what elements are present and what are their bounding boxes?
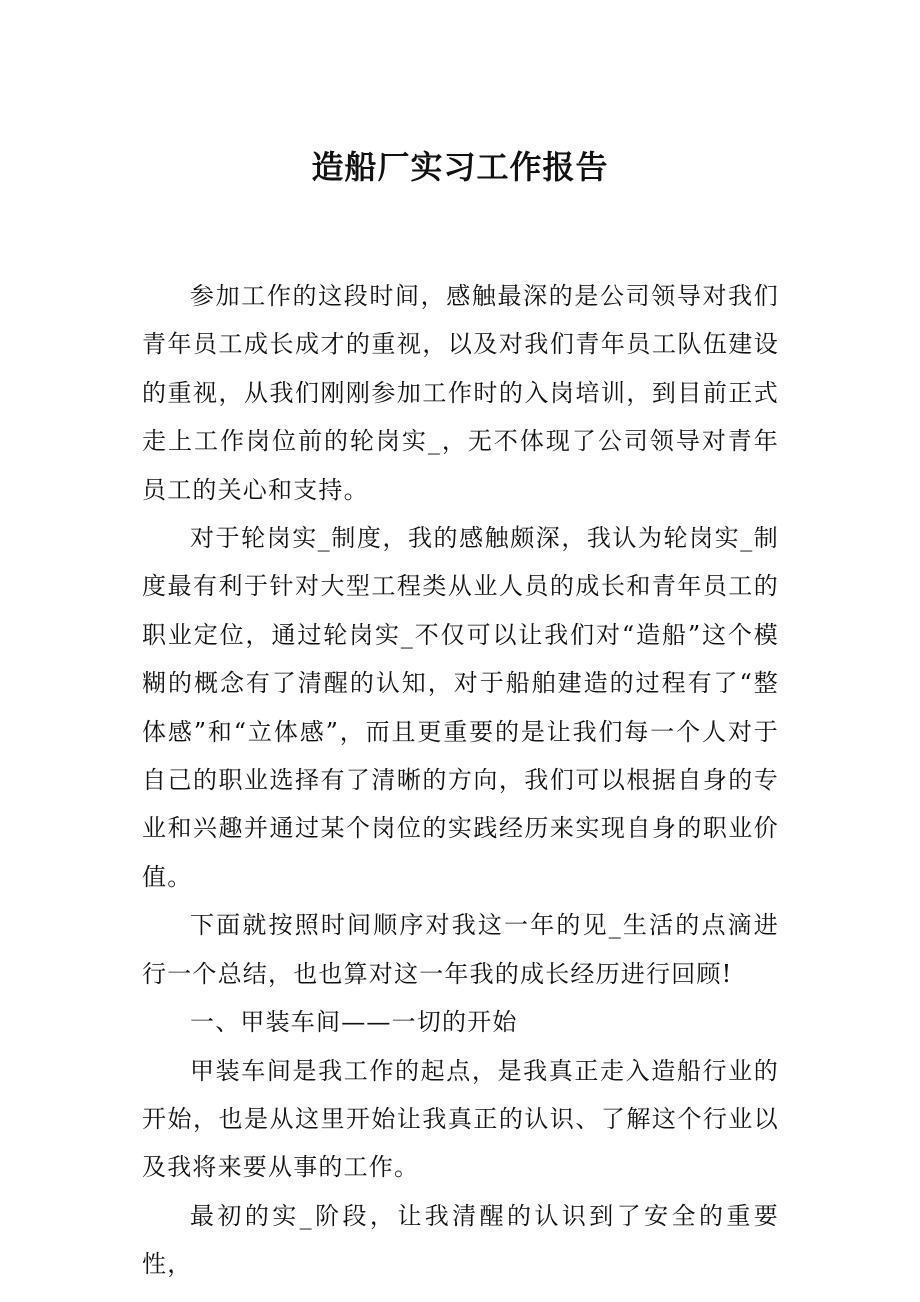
paragraph-deck-workshop: 甲装车间是我工作的起点，是我真正走入造船行业的开始，也是从这里开始让我真正的认识、了解这个行业以及我将来要从事的工作。 — [142, 1056, 779, 1182]
paragraph-intro: 参加工作的这段时间，感触最深的是公司领导对我们青年员工成长成才的重视，以及对我们青年员工队伍建设的重视，从我们刚刚参加工作时的入岗培训，到目前正式走上工作岗位前的轮岗实_，无不体现了公司领导对青年员工的关心和支持。 — [142, 282, 779, 504]
paragraph-initial-stage: 最初的实_阶段，让我清醒的认识到了安全的重要性， — [142, 1201, 779, 1279]
document-body — [142, 272, 779, 1289]
document-title: 造船厂实习工作报告 — [311, 148, 609, 186]
section-heading-deck-workshop: 一、甲装车间——一切的开始 — [190, 1008, 518, 1037]
paragraph-summary-intro: 下面就按照时间顺序对我这一年的见_生活的点滴进行一个总结，也也算对这一年我的成长经历进行回顾! — [142, 911, 779, 988]
paragraph-rotation-system: 对于轮岗实_制度，我的感触颇深，我认为轮岗实_制度最有利于针对大型工程类从业人员的成长和青年员工的职业定位，通过轮岗实_不仅可以让我们对“造船”这个模糊的概念有了清醒的认知，对于船舶建造的过程有了“整体感”和“立体感”，而且更重要的是让我们每一个人对于自己的职业选择有了清晰的方向，我们可以根据自身的专业和兴趣并通过某个岗位的实践经历来实现自身的职业价值。 — [142, 524, 779, 891]
